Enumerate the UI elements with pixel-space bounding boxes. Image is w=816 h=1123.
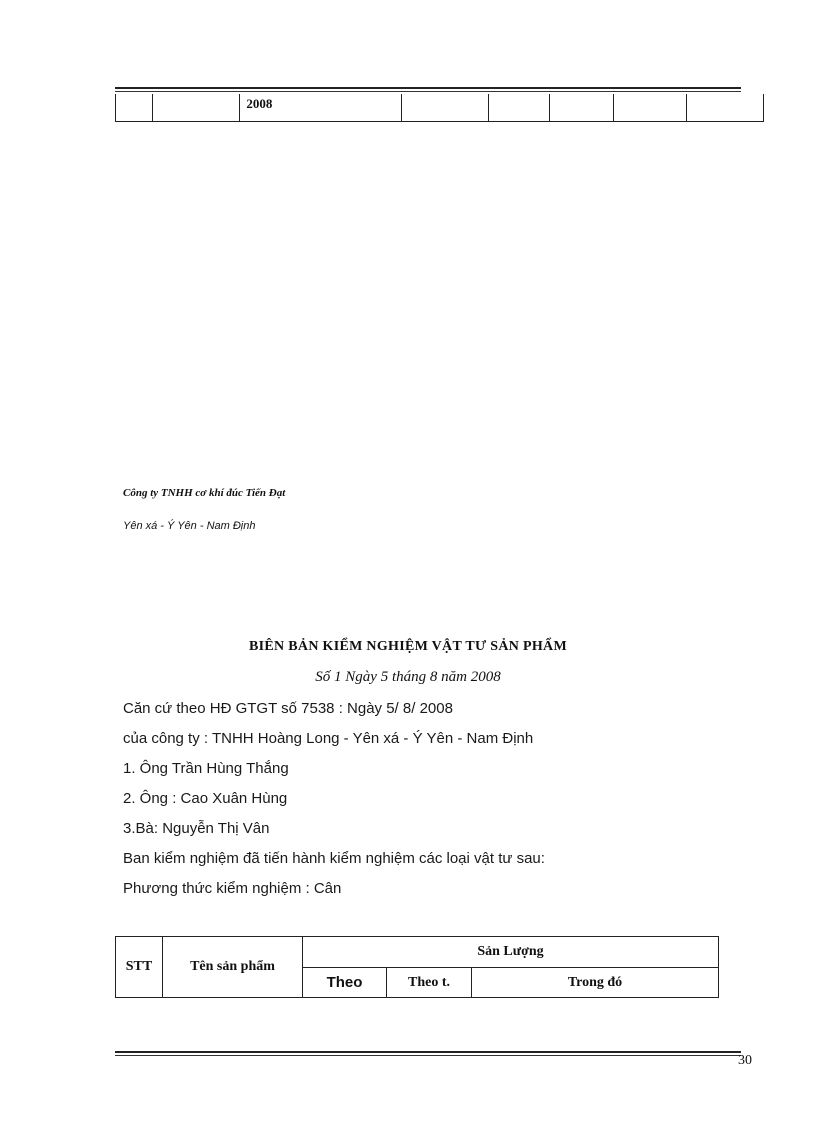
footer-rule — [115, 1051, 741, 1053]
theo-t-header: Theo t. — [387, 968, 472, 998]
table-cell — [152, 94, 240, 122]
table-row — [116, 94, 764, 122]
theo-header: Theo — [303, 968, 387, 998]
stt-header: STT — [116, 937, 163, 998]
product-table — [115, 936, 719, 998]
inspection-statement: Ban kiểm nghiệm đã tiến hành kiểm nghiệm các loại vật tư sau: — [123, 850, 545, 867]
output-group-header: Sản Lượng — [303, 937, 719, 968]
company-line: của công ty : TNHH Hoàng Long - Yên xá - Ý Yên - Nam Định — [123, 730, 534, 747]
table-cell — [613, 94, 687, 122]
table-cell — [401, 94, 489, 122]
footer-rule-thin — [115, 1055, 741, 1056]
basis-line: Căn cứ theo HĐ GTGT số 7538 : Ngày 5/ 8/ 2008 — [123, 700, 453, 717]
company-address: Yên xá - Ý Yên - Nam Định — [123, 520, 256, 532]
table-cell — [550, 94, 614, 122]
table-cell — [489, 94, 550, 122]
member-1: 1. Ông Trần Hùng Thắng — [123, 760, 289, 777]
document-title: BIÊN BẢN KIỂM NGHIỆM VẬT TƯ SẢN PHẨM — [249, 639, 567, 654]
header-rule-thin — [115, 91, 741, 92]
table-cell — [687, 94, 764, 122]
product-name-header: Tên sản phẩm — [163, 937, 303, 998]
member-2: 2. Ông : Cao Xuân Hùng — [123, 790, 288, 807]
year-cell: 2008 — [240, 94, 401, 122]
header-rule — [115, 87, 741, 89]
table-cell — [116, 94, 153, 122]
continued-table — [115, 94, 764, 122]
page-number: 30 — [738, 1053, 752, 1068]
document-subtitle: Số 1 Ngày 5 tháng 8 năm 2008 — [315, 669, 501, 685]
company-name: Công ty TNHH cơ khí đúc Tiến Đạt — [123, 487, 286, 499]
trong-do-header: Trong đó — [472, 968, 719, 998]
inspection-method: Phương thức kiểm nghiệm : Cân — [123, 880, 342, 897]
member-3: 3.Bà: Nguyễn Thị Vân — [123, 820, 270, 837]
table-header-row — [116, 937, 719, 968]
